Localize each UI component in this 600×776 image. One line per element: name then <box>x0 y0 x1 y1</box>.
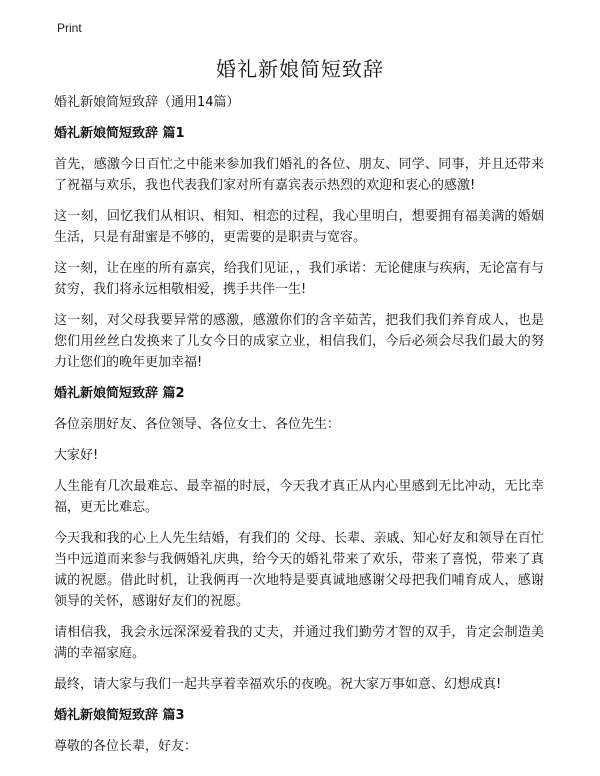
document-body <box>54 92 544 767</box>
paragraph: 人生能有几次最难忘、最幸福的时辰，今天我才真正从内心里感到无比冲动，无比幸福，更无比难忘。 <box>54 479 544 515</box>
page-title: 婚礼新娘简短致辞 <box>216 57 384 81</box>
paragraph: 尊敬的各位长辈，好友： <box>54 739 198 754</box>
paragraph: 这一刻，让在座的所有嘉宾，给我们见证，，我们承诺：无论健康与疾病，无论富有与贫穷，我们将永远相敬相爱，携手共伴一生! <box>54 261 544 297</box>
print-link[interactable]: Print <box>57 21 82 35</box>
paragraph: 这一刻，回忆我们从相识、相知、相恋的过程，我心里明白，想要拥有福美满的婚姻生活，只是有甜蜜是不够的，更需要的是职责与宽容。 <box>54 209 544 245</box>
paragraph: 首先，感激今日百忙之中能来参加我们婚礼的各位、朋友、同学、同事，并且还带来了祝福与欢乐，我也代表我们家对所有嘉宾表示热烈的欢迎和衷心的感激! <box>54 157 544 193</box>
section-heading-3: 婚礼新娘简短致辞 篇3 <box>54 708 185 723</box>
paragraph: 这一刻，对父母我要异常的感激，感激你们的含辛茹苦，把我们我们养育成人，也是您们用丝丝白发换来了儿女今日的成家立业，相信我们，今后必须会尽我们最大的努力让您们的晚年更加幸福! <box>54 313 544 370</box>
paragraph: 各位亲朋好友、各位领导、各位女士、各位先生： <box>54 417 341 432</box>
document-subtitle: 婚礼新娘简短致辞（通用14篇） <box>54 95 240 110</box>
section-heading-2: 婚礼新娘简短致辞 篇2 <box>54 386 185 401</box>
section-heading-1: 婚礼新娘简短致辞 篇1 <box>54 126 185 141</box>
paragraph: 最终，请大家与我们一起共享着幸福欢乐的夜晚。祝大家万事如意、幻想成真! <box>54 677 502 692</box>
paragraph: 今天我和我的心上人先生结婚，有我们的 父母、长辈、亲戚、知心好友和领导在百忙当中远道而来参与我俩婚礼庆典，给今天的婚礼带来了欢乐，带来了喜悦，带来了真诚的祝愿。借此时机，让我俩再一次地特是要真诚地感谢父母把我们哺育成人，感谢领导的关怀，感谢好友们的祝愿。 <box>54 531 544 609</box>
paragraph: 请相信我，我会永远深深爱着我的丈夫，并通过我们勤劳才智的双手，肯定会制造美满的幸福家庭。 <box>54 625 544 661</box>
paragraph: 大家好! <box>54 448 99 463</box>
